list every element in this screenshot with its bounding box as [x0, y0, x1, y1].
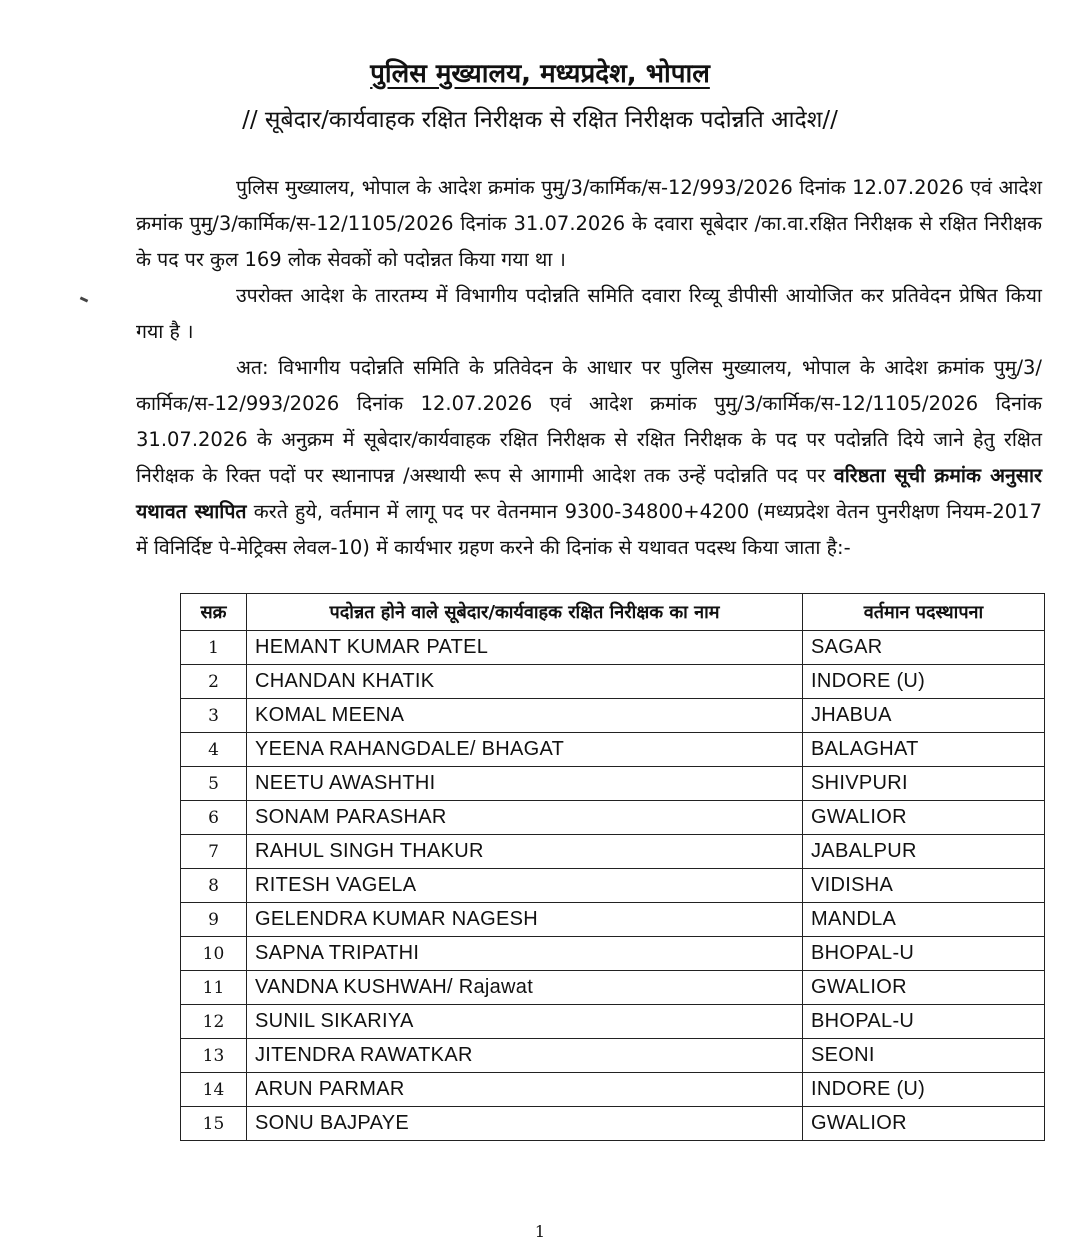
name-cell: GELENDRA KUMAR NAGESH: [247, 903, 803, 937]
name-cell: CHANDAN KHATIK: [247, 665, 803, 699]
header-name: पदोन्नत होने वाले सूबेदार/कार्यवाहक रक्षित निरीक्षक का नाम: [247, 594, 803, 631]
posting-cell: MANDLA: [803, 903, 1045, 937]
header-serial: सक्र: [181, 594, 247, 631]
table-row: [181, 665, 1045, 699]
promotion-table: [180, 593, 1045, 1141]
posting-cell: VIDISHA: [803, 869, 1045, 903]
name-cell: SONU BAJPAYE: [247, 1107, 803, 1141]
table-header-row: [181, 594, 1045, 631]
paragraph-2: उपरोक्त आदेश के तारतम्य में विभागीय पदोन्नति समिति दवारा रिव्यू डीपीसी आयोजित कर प्रतिवेदन प्रेषित किया गया है ।: [136, 284, 1042, 343]
document-title: [0, 54, 1080, 90]
paragraph-3-text-a: अत: विभागीय पदोन्नति समिति के प्रतिवेदन के आधार पर पुलिस मुख्यालय, भोपाल के आदेश क्रमांक पुमु/3/कार्मिक/स-12/993/2026 दिनांक 12.07.2026 एवं आदेश क्रमांक पुमु/3/कार्मिक/स-12/1105/2026 दिनांक 31.07.2026 के अनुक्रम में सूबेदार/कार्यवाहक रक्षित निरीक्षक से रक्षित निरीक्षक के पद पर पदोन्नति दिये जाने हेतु रक्षित निरीक्षक के रिक्त पदों पर स्थानापन्न /अस्थायी रूप से आगामी आदेश तक उन्हें पदोन्नति पद पर: [136, 356, 1042, 487]
serial-cell: 8: [181, 869, 247, 903]
serial-cell: 4: [181, 733, 247, 767]
table-row: [181, 1005, 1045, 1039]
serial-cell: 2: [181, 665, 247, 699]
table-row: [181, 835, 1045, 869]
document-subtitle: // सूबेदार/कार्यवाहक रक्षित निरीक्षक से रक्षित निरीक्षक पदोन्नति आदेश//: [242, 107, 838, 133]
name-cell: YEENA RAHANGDALE/ BHAGAT: [247, 733, 803, 767]
serial-cell: 15: [181, 1107, 247, 1141]
name-cell: SAPNA TRIPATHI: [247, 937, 803, 971]
serial-cell: 9: [181, 903, 247, 937]
table-body: [181, 631, 1045, 1141]
table-row: [181, 699, 1045, 733]
posting-cell: JHABUA: [803, 699, 1045, 733]
table-row: [181, 1073, 1045, 1107]
table-row: [181, 801, 1045, 835]
page-number: 1: [534, 1222, 546, 1241]
serial-cell: 14: [181, 1073, 247, 1107]
order-body: [136, 170, 1042, 566]
posting-cell: GWALIOR: [803, 1107, 1045, 1141]
serial-cell: 12: [181, 1005, 247, 1039]
serial-cell: 3: [181, 699, 247, 733]
paragraph-3-text-b: करते हुये, वर्तमान में लागू पद पर वेतनमान 9300-34800+4200 (मध्यप्रदेश वेतन पुनरीक्षण नियम-2017 में विनिर्दिष्ट पे-मेट्रिक्स लेवल-10) में कार्यभार ग्रहण करने की दिनांक से यथावत पदस्थ किया जाता है:-: [136, 500, 1042, 559]
table-row: [181, 937, 1045, 971]
posting-cell: SEONI: [803, 1039, 1045, 1073]
posting-cell: BALAGHAT: [803, 733, 1045, 767]
name-cell: KOMAL MEENA: [247, 699, 803, 733]
name-cell: RAHUL SINGH THAKUR: [247, 835, 803, 869]
name-cell: VANDNA KUSHWAH/ Rajawat: [247, 971, 803, 1005]
serial-cell: 1: [181, 631, 247, 665]
posting-cell: BHOPAL-U: [803, 1005, 1045, 1039]
name-cell: HEMANT KUMAR PATEL: [247, 631, 803, 665]
posting-cell: SHIVPURI: [803, 767, 1045, 801]
table-row: [181, 631, 1045, 665]
posting-cell: JABALPUR: [803, 835, 1045, 869]
paragraph-3-bold: वरिष्ठता सूची क्रमांक अनुसार यथावत स्थापित: [136, 464, 1042, 523]
serial-cell: 6: [181, 801, 247, 835]
posting-cell: INDORE (U): [803, 1073, 1045, 1107]
name-cell: SUNIL SIKARIYA: [247, 1005, 803, 1039]
serial-cell: 10: [181, 937, 247, 971]
name-cell: SONAM PARASHAR: [247, 801, 803, 835]
serial-cell: 13: [181, 1039, 247, 1073]
posting-cell: GWALIOR: [803, 801, 1045, 835]
table-row: [181, 1107, 1045, 1141]
posting-cell: GWALIOR: [803, 971, 1045, 1005]
serial-cell: 11: [181, 971, 247, 1005]
table-row: [181, 903, 1045, 937]
serial-cell: 5: [181, 767, 247, 801]
table-row: [181, 767, 1045, 801]
posting-cell: SAGAR: [803, 631, 1045, 665]
name-cell: ARUN PARMAR: [247, 1073, 803, 1107]
title-text: पुलिस मुख्यालय, मध्यप्रदेश, भोपाल: [370, 59, 710, 89]
table-row: [181, 1039, 1045, 1073]
name-cell: NEETU AWASHTHI: [247, 767, 803, 801]
table-row: [181, 971, 1045, 1005]
paragraph-3: [136, 350, 1042, 566]
table-row: [181, 869, 1045, 903]
table-row: [181, 733, 1045, 767]
posting-cell: BHOPAL-U: [803, 937, 1045, 971]
name-cell: RITESH VAGELA: [247, 869, 803, 903]
name-cell: JITENDRA RAWATKAR: [247, 1039, 803, 1073]
paragraph-1: पुलिस मुख्यालय, भोपाल के आदेश क्रमांक पुमु/3/कार्मिक/स-12/993/2026 दिनांक 12.07.2026 एवं आदेश क्रमांक पुमु/3/कार्मिक/स-12/1105/2026 दिनांक 31.07.2026 के दवारा सूबेदार /का.वा.रक्षित निरीक्षक से रक्षित निरीक्षक के पद पर कुल 169 लोक सेवकों को पदोन्नत किया गया था ।: [136, 176, 1042, 271]
header-posting: वर्तमान पदस्थापना: [803, 594, 1045, 631]
serial-cell: 7: [181, 835, 247, 869]
posting-cell: INDORE (U): [803, 665, 1045, 699]
stray-mark: [80, 296, 89, 302]
